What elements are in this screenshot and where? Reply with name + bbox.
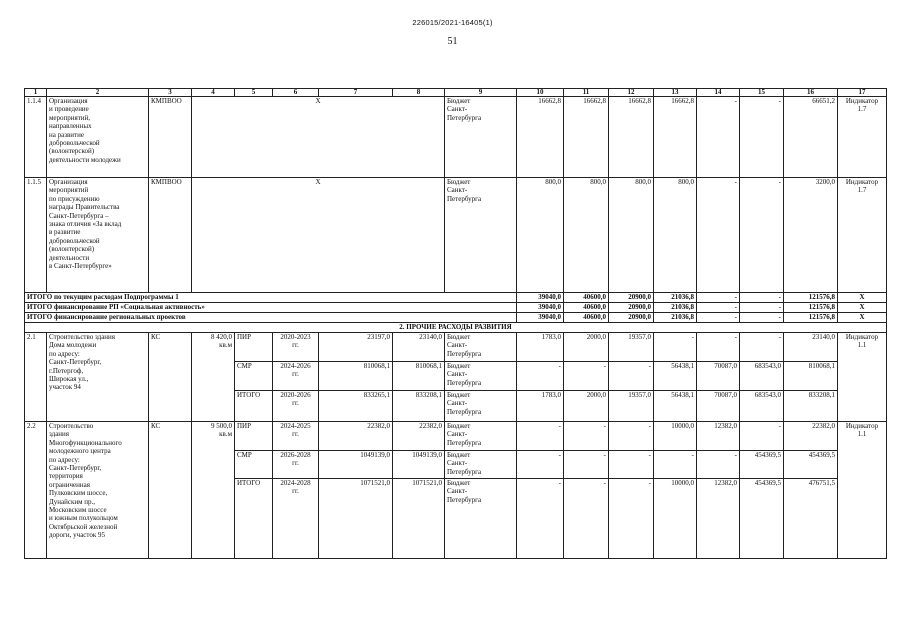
table-row-1-1-4 [25, 97, 887, 178]
value-cell: 454369,5 [740, 451, 784, 479]
value-cell: 70087,0 [697, 391, 740, 422]
value-cell: - [740, 97, 784, 178]
value-cell: - [697, 333, 740, 362]
estimate-cost: 1071521,0 [319, 479, 393, 559]
value-cell: - [654, 451, 697, 479]
funding-source: Бюджет Санкт- Петербурга [445, 97, 517, 178]
value-cell: 16662,8 [654, 97, 697, 178]
stage: ПИР [235, 333, 273, 362]
value-cell: 19357,0 [609, 391, 654, 422]
value-cell: - [564, 451, 609, 479]
column-number: 5 [235, 89, 273, 97]
total-value: - [697, 303, 740, 313]
value-cell: 16662,8 [609, 97, 654, 178]
planned-cost: 22382,0 [393, 422, 445, 451]
activity-name: Строительство здания Дома молодежи по адресу: Санкт-Петербург, г.Петергоф, Широкая ул., участок 94 [47, 333, 149, 422]
estimate-cost: 1049139,0 [319, 451, 393, 479]
total-cell: 833208,1 [784, 391, 838, 422]
stage-years: 2026-2028 гг. [273, 451, 319, 479]
total-value: 39040,0 [517, 303, 564, 313]
value-cell: 683543,0 [740, 362, 784, 391]
value-cell: 16662,8 [517, 97, 564, 178]
value-cell: - [697, 97, 740, 178]
not-applicable-mark: X [192, 97, 445, 178]
column-number: 17 [838, 89, 887, 97]
value-cell: 19357,0 [609, 333, 654, 362]
total-label: ИТОГО финансирование региональных проектов [25, 313, 517, 323]
indicator-ref: Индикатор 1.7 [838, 178, 887, 293]
planned-cost: 833208,1 [393, 391, 445, 422]
total-value: - [697, 313, 740, 323]
total-mark: X [838, 293, 887, 303]
document-id: 226015/2021-16405(1) [412, 18, 493, 27]
stage-years: 2024-2026 гг. [273, 362, 319, 391]
total-label: ИТОГО по текущим расходам Подпрограммы 1 [25, 293, 517, 303]
value-cell: - [740, 422, 784, 451]
value-cell: - [517, 479, 564, 559]
column-number: 15 [740, 89, 784, 97]
column-number: 12 [609, 89, 654, 97]
value-cell: - [740, 333, 784, 362]
total-value: - [740, 293, 784, 303]
total-cell: 454369,5 [784, 451, 838, 479]
value-cell: - [654, 333, 697, 362]
value-cell: 10000,0 [654, 422, 697, 451]
value-cell: 2000,0 [564, 391, 609, 422]
total-cell: 476751,5 [784, 479, 838, 559]
stage: ИТОГО [235, 391, 273, 422]
value-cell: 2000,0 [564, 333, 609, 362]
total-row [25, 303, 887, 313]
value-cell: 454369,5 [740, 479, 784, 559]
total-value: - [697, 293, 740, 303]
value-cell: 1783,0 [517, 391, 564, 422]
column-number: 3 [149, 89, 192, 97]
total-value: 40600,0 [564, 293, 609, 303]
row-number: 2.2 [25, 422, 47, 559]
total-mark: X [838, 313, 887, 323]
column-number: 6 [273, 89, 319, 97]
total-value: 40600,0 [564, 313, 609, 323]
value-cell: 683543,0 [740, 391, 784, 422]
value-cell: 12382,0 [697, 479, 740, 559]
value-cell: 56438,1 [654, 362, 697, 391]
executor: КС [149, 422, 192, 559]
total-value: 21036,8 [654, 313, 697, 323]
column-number: 2 [47, 89, 149, 97]
value-cell: 800,0 [654, 178, 697, 293]
stage: ПИР [235, 422, 273, 451]
total-cell: 810068,1 [784, 362, 838, 391]
stage-years: 2024-2025 гг. [273, 422, 319, 451]
value-cell: - [697, 451, 740, 479]
row-number: 1.1.4 [25, 97, 47, 178]
executor: КМПВОО [149, 97, 192, 178]
value-cell: 1783,0 [517, 333, 564, 362]
executor: КС [149, 333, 192, 422]
value-cell: - [740, 178, 784, 293]
section-header-row [25, 323, 887, 333]
column-number: 10 [517, 89, 564, 97]
value-cell: 10000,0 [654, 479, 697, 559]
value-cell: - [609, 479, 654, 559]
value-cell: - [564, 422, 609, 451]
row-number: 2.1 [25, 333, 47, 422]
total-cell: 23140,0 [784, 333, 838, 362]
total-value: 121576,8 [784, 293, 838, 303]
funding-source: Бюджет Санкт- Петербурга [445, 178, 517, 293]
stage-years: 2024-2028 гг. [273, 479, 319, 559]
planned-cost: 1049139,0 [393, 451, 445, 479]
value-cell: 70087,0 [697, 362, 740, 391]
total-value: 39040,0 [517, 313, 564, 323]
stage-years: 2020-2023 гг. [273, 333, 319, 362]
value-cell: 800,0 [517, 178, 564, 293]
funding-source: Бюджет Санкт- Петербурга [445, 333, 517, 362]
estimate-cost: 22382,0 [319, 422, 393, 451]
indicator-ref: Индикатор 1.7 [838, 97, 887, 178]
planned-cost: 23140,0 [393, 333, 445, 362]
total-value: 39040,0 [517, 293, 564, 303]
value-cell: 800,0 [564, 178, 609, 293]
value-cell: - [609, 422, 654, 451]
estimate-cost: 810068,1 [319, 362, 393, 391]
value-cell: - [609, 362, 654, 391]
total-value: 20900,0 [609, 293, 654, 303]
value-cell: - [517, 451, 564, 479]
stage: ИТОГО [235, 479, 273, 559]
value-cell: - [517, 362, 564, 391]
activity-name: Строительство здания Многофункционального молодежного центра по адресу: Санкт-Петербург, территория ограниченная Пулковским шоссе, Дунайским пр., Московским шоссе и южным полукольцом Октябрьской железной дороги, участок 95 [47, 422, 149, 559]
total-cell: 3200,0 [784, 178, 838, 293]
funding-source: Бюджет Санкт- Петербурга [445, 479, 517, 559]
capacity: 8 420,0 кв.м [192, 333, 235, 422]
value-cell: - [564, 479, 609, 559]
total-cell: 22382,0 [784, 422, 838, 451]
section-title: 2. ПРОЧИЕ РАСХОДЫ РАЗВИТИЯ [25, 323, 887, 333]
funding-source: Бюджет Санкт- Петербурга [445, 422, 517, 451]
column-number: 1 [25, 89, 47, 97]
column-number: 9 [445, 89, 517, 97]
column-number: 11 [564, 89, 609, 97]
stage: СМР [235, 362, 273, 391]
total-value: 20900,0 [609, 303, 654, 313]
planned-cost: 810068,1 [393, 362, 445, 391]
column-number: 14 [697, 89, 740, 97]
column-number-row [25, 89, 887, 97]
capacity: 9 500,0 кв.м [192, 422, 235, 559]
total-value: 40600,0 [564, 303, 609, 313]
total-row [25, 293, 887, 303]
value-cell: 16662,8 [564, 97, 609, 178]
total-value: 21036,8 [654, 303, 697, 313]
column-number: 13 [654, 89, 697, 97]
total-row [25, 313, 887, 323]
estimate-cost: 833265,1 [319, 391, 393, 422]
total-mark: X [838, 303, 887, 313]
column-number: 8 [393, 89, 445, 97]
total-value: 121576,8 [784, 313, 838, 323]
total-value: 21036,8 [654, 293, 697, 303]
indicator-ref: Индикатор 1.1 [838, 422, 887, 559]
total-cell: 66651,2 [784, 97, 838, 178]
indicator-ref: Индикатор 1.1 [838, 333, 887, 422]
activity-name: Организация мероприятий по присуждению награды Правительства Санкт-Петербурга – знака отличия «За вклад в развитие добровольческой (волонтерской) деятельности в Санкт-Петербурге» [47, 178, 149, 293]
estimate-cost: 23197,0 [319, 333, 393, 362]
planned-cost: 1071521,0 [393, 479, 445, 559]
value-cell: 56438,1 [654, 391, 697, 422]
column-number: 7 [319, 89, 393, 97]
page-number: 51 [447, 36, 458, 47]
value-cell: - [564, 362, 609, 391]
total-value: - [740, 313, 784, 323]
value-cell: - [517, 422, 564, 451]
value-cell: 800,0 [609, 178, 654, 293]
table-row-2-2-pir [25, 422, 887, 451]
column-number: 4 [192, 89, 235, 97]
program-table [24, 88, 887, 559]
total-label: ИТОГО финансирование РП «Социальная активность» [25, 303, 517, 313]
activity-name: Организация и проведение мероприятий, направленных на развитие добровольческой (волонтерской) деятельности молодежи [47, 97, 149, 178]
stage-years: 2020-2026 гг. [273, 391, 319, 422]
value-cell: 12382,0 [697, 422, 740, 451]
funding-source: Бюджет Санкт- Петербурга [445, 451, 517, 479]
table-row-1-1-5 [25, 178, 887, 293]
funding-source: Бюджет Санкт- Петербурга [445, 391, 517, 422]
not-applicable-mark: X [192, 178, 445, 293]
total-value: 20900,0 [609, 313, 654, 323]
table-row-2-1-pir [25, 333, 887, 362]
total-value: 121576,8 [784, 303, 838, 313]
value-cell: - [697, 178, 740, 293]
funding-source: Бюджет Санкт- Петербурга [445, 362, 517, 391]
stage: СМР [235, 451, 273, 479]
total-value: - [740, 303, 784, 313]
executor: КМПВОО [149, 178, 192, 293]
column-number: 16 [784, 89, 838, 97]
row-number: 1.1.5 [25, 178, 47, 293]
value-cell: - [609, 451, 654, 479]
